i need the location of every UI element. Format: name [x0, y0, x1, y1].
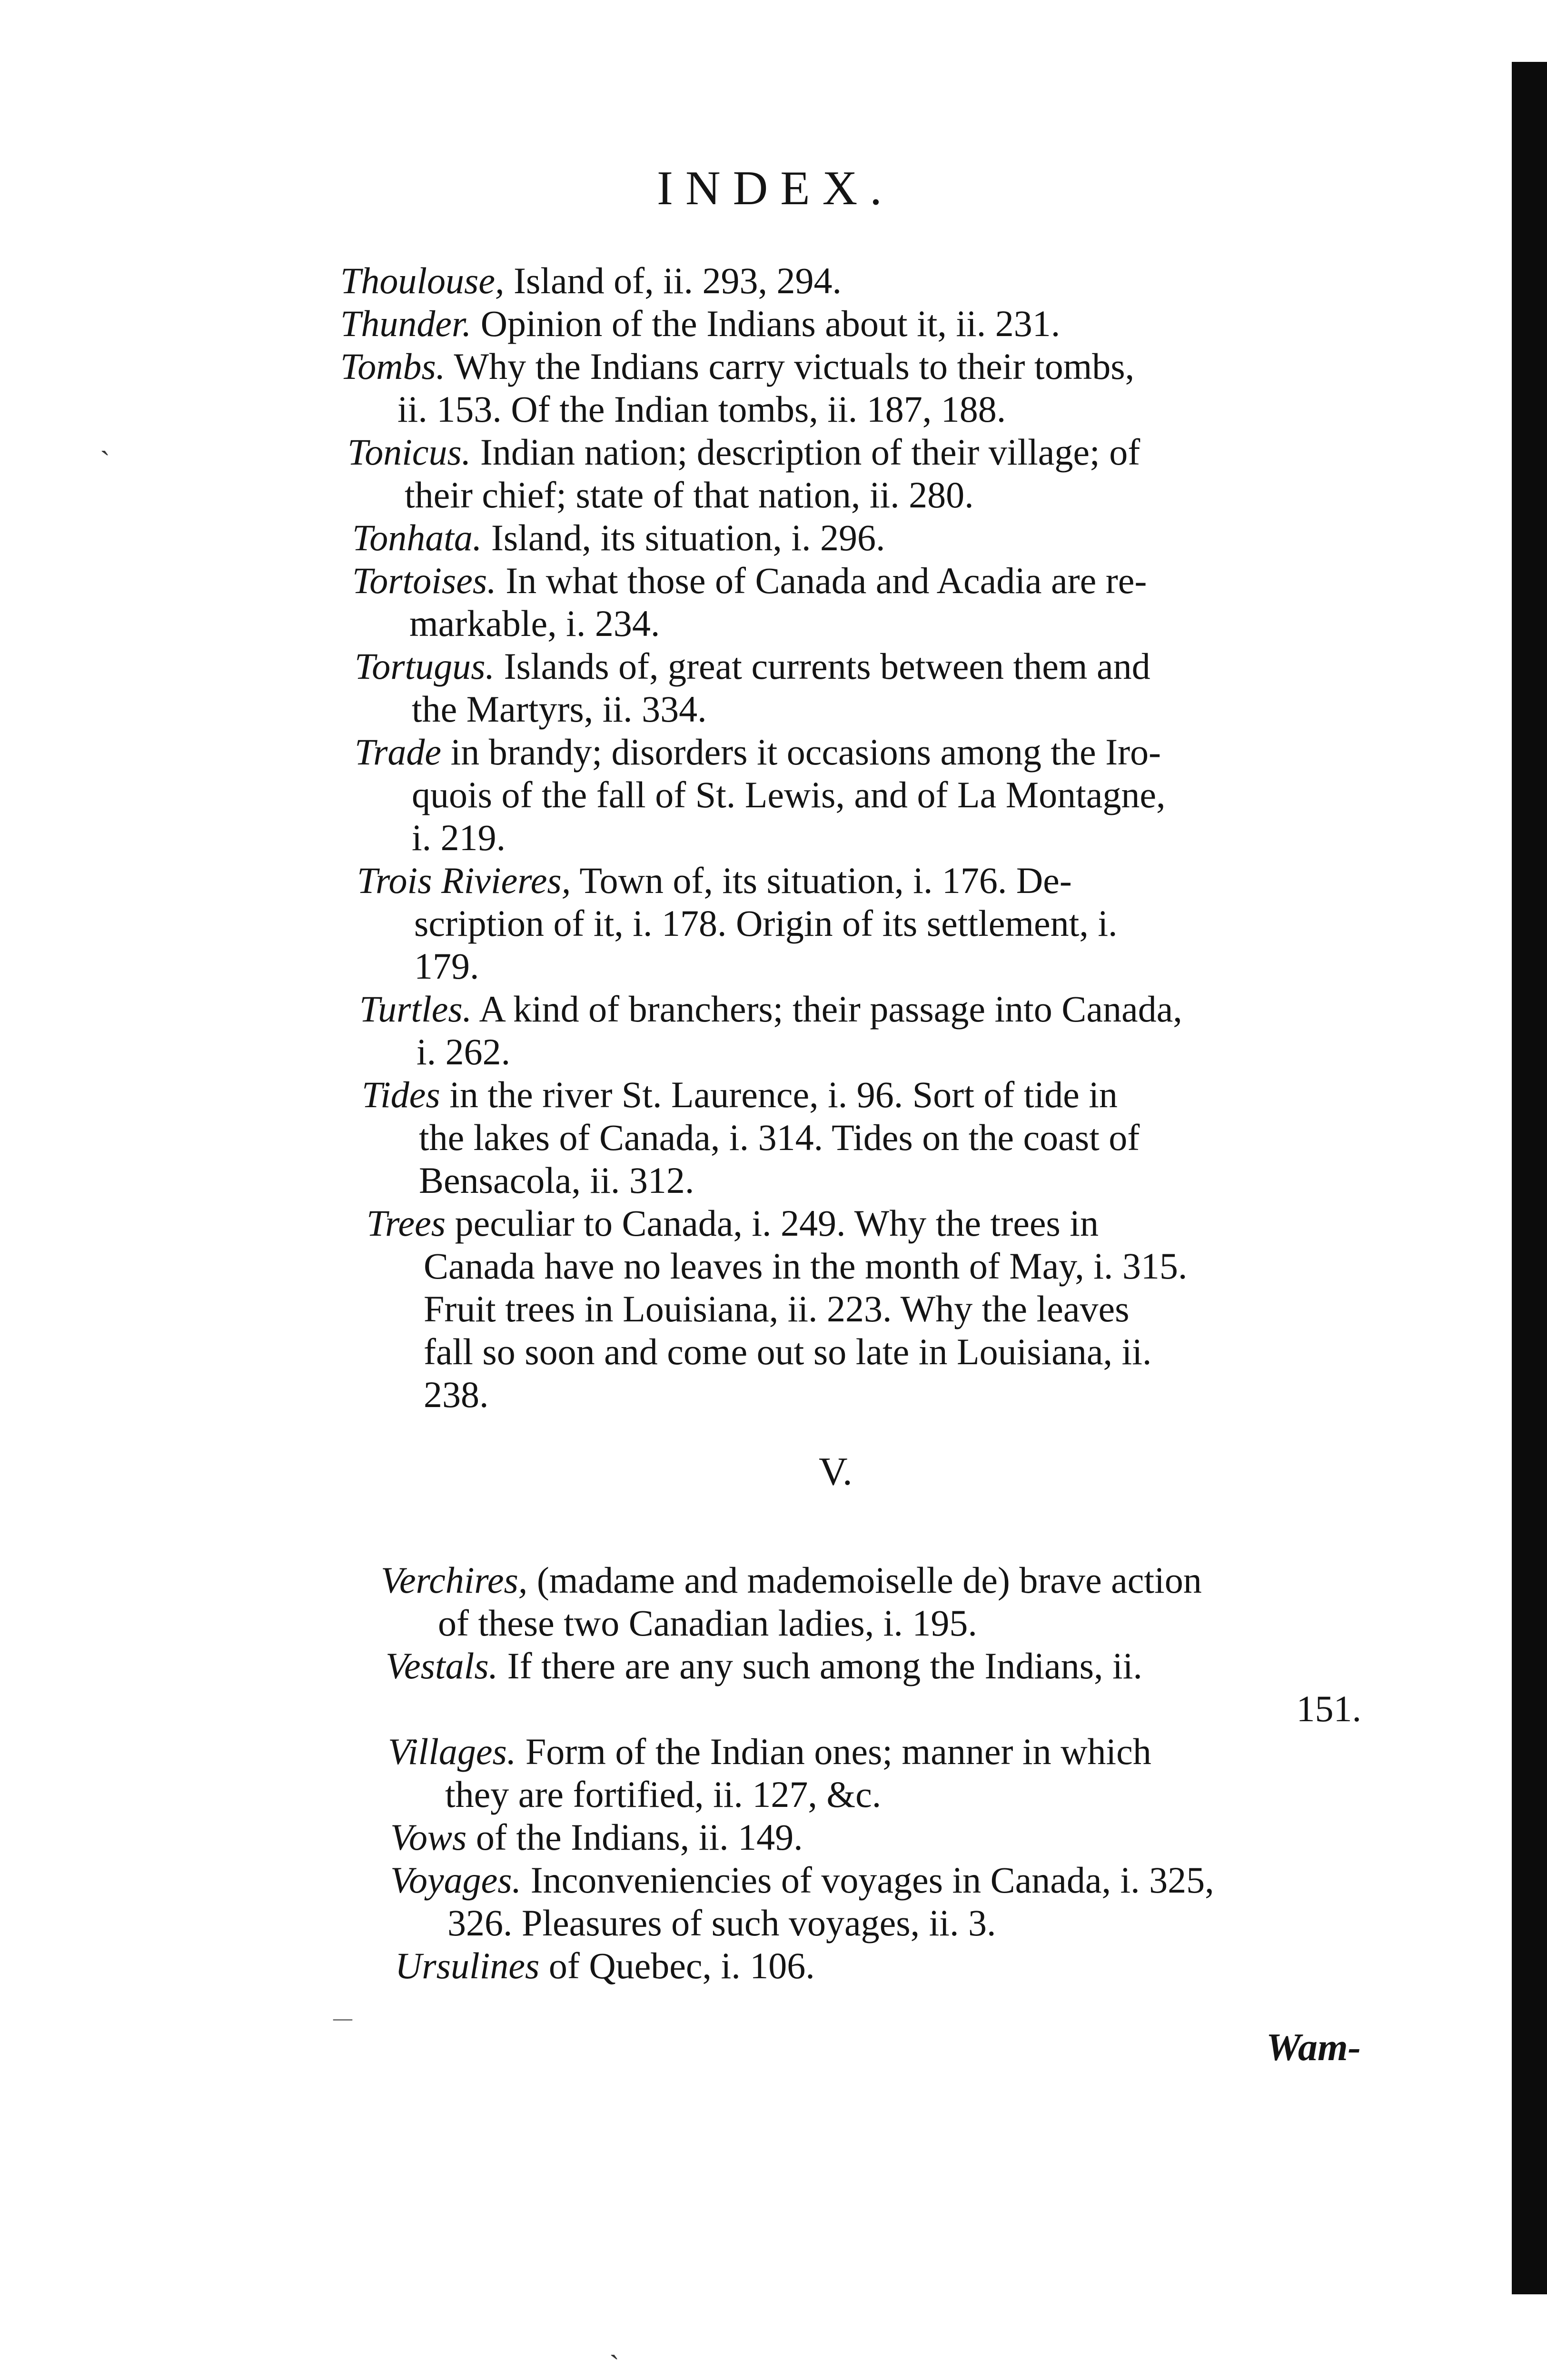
index-entry-verchires [381, 1559, 1361, 1645]
entry-text: Islands of, great currents between them and [504, 645, 1150, 687]
entry-text: A kind of branchers; their passage into Canada, [479, 988, 1182, 1030]
entry-continuation: their chief; state of that nation, ii. 280. [405, 474, 974, 516]
index-entry-thunder [340, 302, 1330, 345]
entry-continuation: i. 262. [416, 1031, 511, 1072]
headword: Ursulines [395, 1945, 540, 1986]
catchword: Wam- [1266, 2025, 1361, 2069]
entry-text: of the Indians, ii. 149. [476, 1816, 803, 1858]
index-entry-tortugus [355, 645, 1335, 731]
entry-continuation: 179. [414, 945, 479, 987]
headword: Tonicus. [347, 431, 471, 473]
headword: Vows [390, 1816, 467, 1858]
entry-text: In what those of Canada and Acadia are re- [506, 560, 1147, 601]
entry-text: Island, its situation, i. 296. [491, 517, 885, 558]
headword: Tombs. [340, 346, 446, 387]
entry-text: in brandy; disorders it occasions among the Iro- [450, 731, 1161, 773]
entry-continuation: fall so soon and come out so late in Louisiana, ii. [424, 1331, 1152, 1372]
entry-continuation: Fruit trees in Louisiana, ii. 223. Why the leaves [424, 1288, 1130, 1329]
entry-continuation: i. 219. [412, 817, 506, 858]
index-entry-tombs [340, 345, 1335, 431]
entry-text: Town of, its situation, i. 176. De- [579, 860, 1072, 901]
index-entry-trois-rivieres [357, 859, 1338, 988]
entry-text: Island of, ii. 293, 294. [514, 260, 842, 301]
print-speck: ˎ [100, 422, 110, 456]
entry-continuation: they are fortified, ii. 127, &c. [445, 1774, 882, 1815]
entry-continuation: the Martyrs, ii. 334. [412, 688, 707, 730]
index-entry-turtles [359, 988, 1340, 1073]
headword: Trees [367, 1202, 446, 1244]
entry-continuation: of these two Canadian ladies, i. 195. [438, 1602, 977, 1644]
entry-continuation: 326. Pleasures of such voyages, ii. 3. [447, 1902, 996, 1944]
section-letter: V. [819, 1449, 853, 1494]
page-edge-shadow [1512, 62, 1547, 2294]
entry-page-ref: 151. [1296, 1688, 1361, 1729]
entry-continuation: Bensacola, ii. 312. [419, 1160, 694, 1201]
headword: Villages. [388, 1731, 516, 1772]
entry-continuation: ii. 153. Of the Indian tombs, ii. 187, 188. [397, 388, 1006, 430]
index-entry-thoulouse [340, 259, 1330, 302]
index-entry-tides [362, 1073, 1342, 1202]
index-entry-vestals [386, 1645, 1361, 1730]
index-entry-tonicus [347, 431, 1333, 516]
entry-text: If there are any such among the Indians, ii. [507, 1645, 1142, 1686]
entry-text: (madame and mademoiselle de) brave action [536, 1559, 1202, 1601]
index-entry-trade [355, 731, 1335, 859]
running-head: INDEX. [657, 161, 894, 215]
entry-continuation: 238. [424, 1374, 489, 1415]
print-speck: ˏ [609, 2326, 620, 2360]
headword: Voyages. [390, 1859, 522, 1901]
entry-text: Opinion of the Indians about it, ii. 231. [480, 303, 1061, 344]
entry-text: Why the Indians carry victuals to their tombs, [454, 346, 1135, 387]
entry-text: Inconveniencies of voyages in Canada, i. 325, [530, 1859, 1214, 1901]
headword: Verchires, [381, 1559, 528, 1601]
entry-continuation: scription of it, i. 178. Origin of its settlement, i. [414, 902, 1118, 944]
headword: Tortugus. [355, 645, 495, 687]
index-entry-ursulines [395, 1944, 1366, 1987]
headword: Tortoises. [352, 560, 496, 601]
entry-text: Indian nation; description of their village; of [480, 431, 1140, 473]
index-entry-vows [390, 1816, 1366, 1859]
entry-continuation: markable, i. 234. [409, 603, 660, 644]
headword: Vestals. [386, 1645, 498, 1686]
headword: Turtles. [359, 988, 472, 1030]
headword: Thunder. [340, 303, 472, 344]
entry-text: of Quebec, i. 106. [548, 1945, 815, 1986]
headword: Tides [362, 1074, 440, 1115]
index-entry-tortoises [352, 559, 1333, 645]
index-entry-trees [367, 1202, 1347, 1416]
index-entry-tonhata [352, 516, 1333, 559]
headword: Tonhata. [352, 517, 482, 558]
index-entry-villages [388, 1730, 1364, 1816]
entry-text: peculiar to Canada, i. 249. Why the trees in [455, 1202, 1099, 1244]
entry-continuation: the lakes of Canada, i. 314. Tides on the coast of [419, 1117, 1140, 1158]
index-entry-voyages [390, 1859, 1366, 1944]
headword: Trois Rivieres, [357, 860, 571, 901]
print-speck: — [333, 2007, 352, 2029]
entry-continuation: Canada have no leaves in the month of May, i. 315. [424, 1245, 1188, 1287]
entry-continuation: quois of the fall of St. Lewis, and of La Montagne, [412, 774, 1166, 815]
entry-text: in the river St. Laurence, i. 96. Sort of tide in [449, 1074, 1118, 1115]
headword: Thoulouse, [340, 260, 505, 301]
entry-text: Form of the Indian ones; manner in which [525, 1731, 1151, 1772]
headword: Trade [355, 731, 442, 773]
